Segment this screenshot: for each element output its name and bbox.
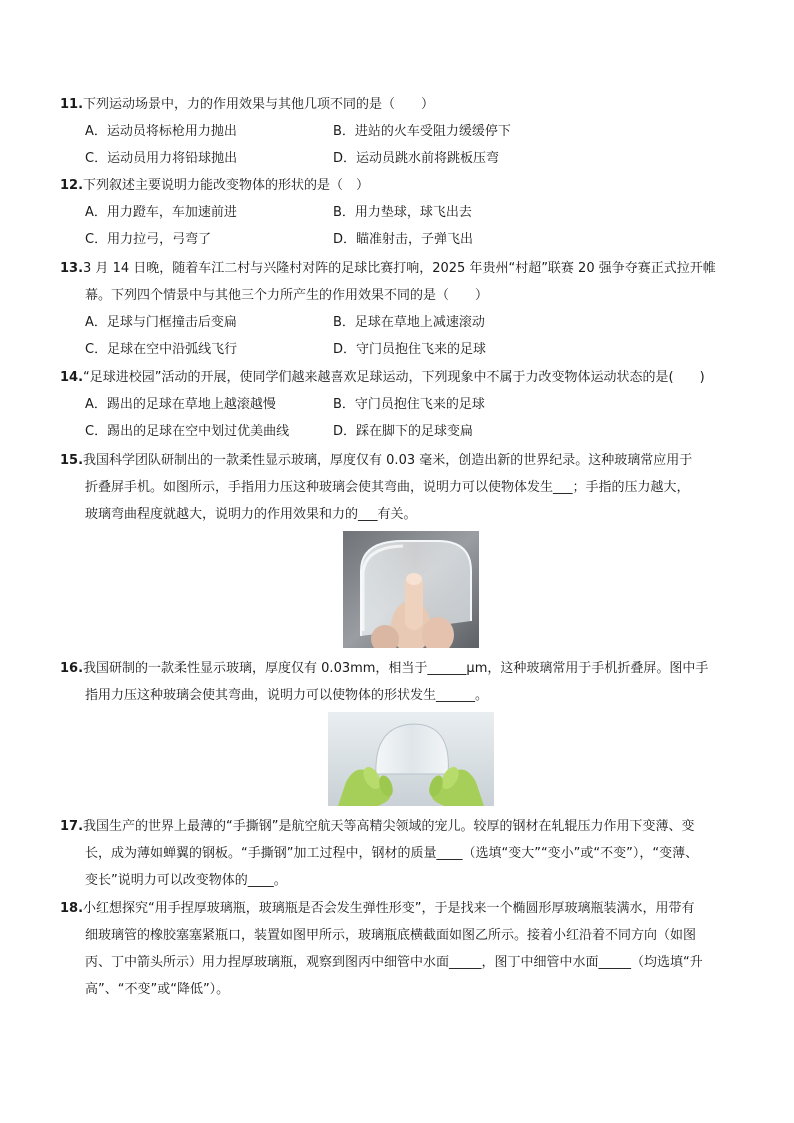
question-stem-line2: 幕。下列四个情景中与其他三个力所产生的作用效果不同的是（ ）: [85, 288, 489, 303]
question-stem-line3: 变长”说明力可以改变物体的____。: [85, 873, 287, 888]
option-c: C．运动员用力将铅球抛出: [85, 151, 238, 166]
option-b: B．守门员抱住飞来的足球: [333, 397, 485, 412]
question-stem-line2: 细玻璃管的橡胶塞塞紧瓶口，装置如图甲所示，玻璃瓶底横截面如图乙所示。接着小红沿着不同方向（如图: [85, 928, 697, 943]
question-stem-line3: 玻璃弯曲程度就越大，说明力的作用效果和力的___有关。: [85, 507, 417, 522]
question-12: [60, 172, 750, 253]
option-a: A．足球与门框撞击后变扁: [85, 315, 237, 330]
question-number: 17.: [60, 819, 84, 834]
question-16: [60, 655, 750, 709]
question-stem-line1: 我国生产的世界上最薄的“手撕钢”是航空航天等高精尖领域的宠儿。较厚的钢材在轧辊压力作用下变薄、变: [83, 819, 695, 834]
option-d: D．瞄准射击，子弹飞出: [333, 232, 474, 247]
question-11: [60, 91, 750, 172]
question-stem-line1: 我国研制的一款柔性显示玻璃，厚度仅有 0.03mm，相当于______μm，这种玻璃常用于手机折叠屏。图中手: [83, 661, 709, 676]
option-b: B．进站的火车受阻力缓缓停下: [333, 124, 511, 139]
gloved-hands-glass-photo: [328, 712, 494, 806]
option-c: C．足球在空中沿弧线飞行: [85, 342, 238, 357]
question-stem-line3: 丙、丁中箭头所示）用力捏厚玻璃瓶，观察到图丙中细管中水面_____，图丁中细管中水面_____（均选填“升: [85, 955, 703, 970]
option-d: D．运动员跳水前将跳板压弯: [333, 151, 500, 166]
question-number: 11.: [60, 97, 84, 112]
option-a: A．踢出的足球在草地上越滚越慢: [85, 397, 276, 412]
question-stem-line1: 我国科学团队研制出的一款柔性显示玻璃，厚度仅有 0.03 毫米，创造出新的世界纪录。这种玻璃常应用于: [83, 453, 693, 468]
option-c: C．踢出的足球在空中划过优美曲线: [85, 424, 290, 439]
question-stem: 下列运动场景中，力的作用效果与其他几项不同的是（ ）: [83, 97, 435, 112]
question-18: [60, 895, 750, 1003]
question-number: 16.: [60, 661, 84, 676]
question-stem-line4: 高”、“不变”或“降低”）。: [85, 982, 230, 997]
question-13: [60, 255, 750, 363]
option-a: A．用力蹬车，车加速前进: [85, 205, 237, 220]
question-number: 14.: [60, 370, 84, 385]
option-a: A．运动员将标枪用力抛出: [85, 124, 237, 139]
question-15: [60, 447, 750, 528]
question-number: 12.: [60, 178, 84, 193]
option-d: D．踩在脚下的足球变扁: [333, 424, 474, 439]
options: [85, 199, 750, 253]
question-14: [60, 364, 750, 445]
question-stem-line2: 折叠屏手机。如图所示，手指用力压这种玻璃会使其弯曲，说明力可以使物体发生___；手指的压力越大，: [85, 480, 690, 495]
options: [85, 391, 750, 445]
question-stem: “足球进校园”活动的开展，使同学们越来越喜欢足球运动，下列现象中不属于力改变物体运动状态的是( ): [83, 370, 705, 385]
question-stem-line2: 长，成为薄如蝉翼的钢板。“手撕钢”加工过程中，钢材的质量____（选填“变大”“变小”或“不变”），“变薄、: [85, 846, 699, 861]
question-number: 18.: [60, 901, 84, 916]
question-number: 15.: [60, 453, 84, 468]
option-b: B．足球在草地上减速滚动: [333, 315, 485, 330]
question-stem: 下列叙述主要说明力能改变物体的形状的是（ ）: [83, 178, 370, 193]
question-17: [60, 813, 750, 894]
question-stem-line1: 3 月 14 日晚，随着车江二村与兴隆村对阵的足球比赛打响，2025 年贵州“村超”联赛 20 强争夺赛正式拉开帷: [83, 261, 716, 276]
options: [85, 118, 750, 172]
option-b: B．用力垫球，球飞出去: [333, 205, 472, 220]
question-stem-line1: 小红想探究“用手捏厚玻璃瓶，玻璃瓶是否会发生弹性形变”，于是找来一个椭圆形厚玻璃瓶装满水，用带有: [83, 901, 695, 916]
options: [85, 309, 750, 363]
option-c: C．用力拉弓，弓弯了: [85, 232, 212, 247]
question-number: 13.: [60, 261, 84, 276]
option-d: D．守门员抱住飞来的足球: [333, 342, 487, 357]
question-stem-line2: 指用力压这种玻璃会使其弯曲，说明力可以使物体的形状发生______。: [85, 688, 489, 703]
flexible-glass-photo: [343, 531, 479, 648]
